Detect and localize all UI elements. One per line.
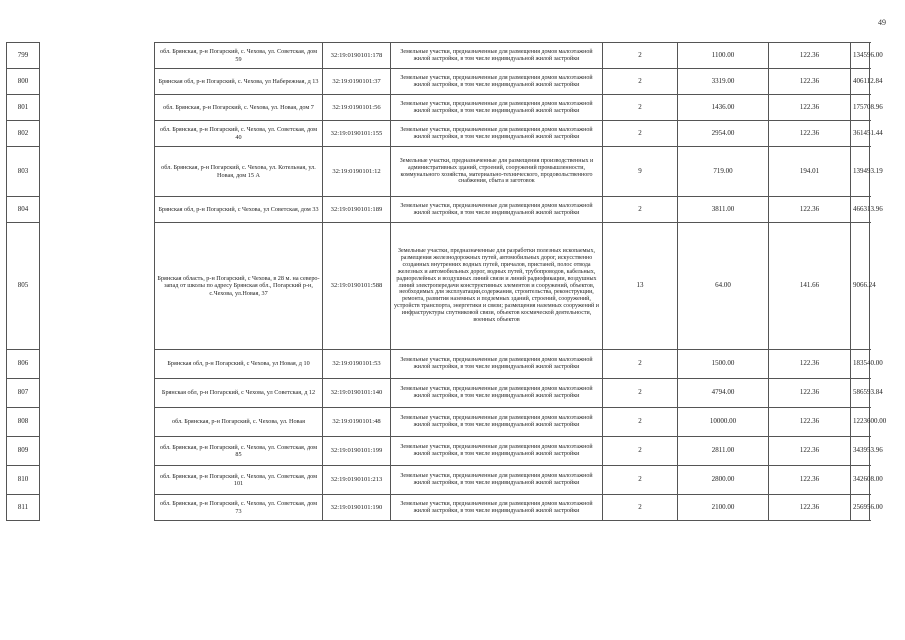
area-cell: 4794.00 [678,379,769,408]
area-cell: 2954.00 [678,121,769,147]
table-row [7,197,870,223]
cadastral-value-cell: 586593.84 [851,379,870,408]
cadastral-value-cell: 342608.00 [851,466,870,495]
row-number: 805 [7,223,40,350]
spacer-cell [40,69,155,95]
land-purpose-cell: Земельные участки, предназначенные для разработки полезных ископаемых, размещения железнодорожных путей, автомобильных дорог, искусственно созданных внутренних водных путей, причалов, пристаней, полос отвода железных и автомобильных дорог, водных путей, трубопроводов, кабельных, радиорелейных и воздушных линий связи и линий радиофикации, воздушных линий электропередачи конструктивных элементов и сооружений, объектов, необходимых для эксплуатации,содержания, строительства, реконструкции, ремонта, развития наземных и подземных зданий, строений, сооружений, устройств транспорта, энергетики и связи; размещения наземных сооружений и инфраструктуры спутниковой связи, объектов космической деятельности, военных объектов [391,223,603,350]
row-number: 811 [7,495,40,521]
spacer-cell [40,95,155,121]
cadastral-number-cell: 32:19:0190101:48 [323,408,391,437]
cadastral-number-cell: 32:19:0190101:588 [323,223,391,350]
row-number: 808 [7,408,40,437]
rate-cell: 122.36 [769,466,851,495]
address-cell: обл. Брянская, р-н Погарский, с. Чехова, ул. Советская, дом 40 [155,121,323,147]
cadastral-value-cell: 139493.19 [851,147,870,197]
rate-cell: 122.36 [769,95,851,121]
row-number: 801 [7,95,40,121]
spacer-cell [40,147,155,197]
cadastral-value-cell: 361451.44 [851,121,870,147]
group-cell: 9 [603,147,678,197]
area-cell: 1436.00 [678,95,769,121]
cadastral-number-cell: 32:19:0190101:178 [323,43,391,69]
cadastral-value-cell: 9066.24 [851,223,870,350]
rate-cell: 122.36 [769,408,851,437]
rate-cell: 122.36 [769,43,851,69]
table-row [7,121,870,147]
page-number: 49 [878,18,886,27]
cadastral-value-cell: 406112.84 [851,69,870,95]
group-cell: 2 [603,197,678,223]
row-number: 804 [7,197,40,223]
land-registry-table [6,42,887,521]
group-cell: 2 [603,69,678,95]
spacer-cell [40,43,155,69]
cadastral-value-cell: 343953.96 [851,437,870,466]
row-number: 807 [7,379,40,408]
area-cell: 1100.00 [678,43,769,69]
group-cell: 2 [603,121,678,147]
table-row [7,350,870,379]
row-number: 810 [7,466,40,495]
spacer-cell [40,350,155,379]
group-cell: 13 [603,223,678,350]
rate-cell: 122.36 [769,495,851,521]
area-cell: 719.00 [678,147,769,197]
table-row [7,69,870,95]
table-row [7,466,870,495]
rate-cell: 122.36 [769,69,851,95]
cadastral-value-cell: 1223600.00 [851,408,870,437]
cadastral-number-cell: 32:19:0190101:37 [323,69,391,95]
area-cell: 1500.00 [678,350,769,379]
land-purpose-cell: Земельные участки, предназначенные для размещения домов малоэтажной жилой застройки, в том числе индивидуальной жилой застройки [391,437,603,466]
land-purpose-cell: Земельные участки, предназначенные для размещения производственных и административных зданий, строений, сооружений промышленности, коммунального хозяйства, материально-технического, продовольственного снабжения, сбыта и заготовок [391,147,603,197]
row-number: 802 [7,121,40,147]
group-cell: 2 [603,350,678,379]
group-cell: 2 [603,495,678,521]
rate-cell: 122.36 [769,379,851,408]
spacer-cell [40,466,155,495]
row-number: 806 [7,350,40,379]
rate-cell: 122.36 [769,197,851,223]
group-cell: 2 [603,379,678,408]
area-cell: 3319.00 [678,69,769,95]
row-number: 799 [7,43,40,69]
land-purpose-cell: Земельные участки, предназначенные для размещения домов малоэтажной жилой застройки, в том числе индивидуальной жилой застройки [391,495,603,521]
address-cell: обл. Брянская, р-н Погарский, с. Чехова, ул. Котельная, ул. Новая, дом 15 А [155,147,323,197]
table-row [7,379,870,408]
rate-cell: 122.36 [769,437,851,466]
row-number: 809 [7,437,40,466]
cadastral-number-cell: 32:19:0190101:12 [323,147,391,197]
table-row [7,95,870,121]
address-cell: Брянская область, р-н Погарский, с Чехова, в 28 м. на северо-запад от школы по адресу Брянская обл., Погарский р-н, с.Чехова, ул.Новая, 37 [155,223,323,350]
cadastral-number-cell: 32:19:0190101:56 [323,95,391,121]
spacer-cell [40,437,155,466]
cadastral-number-cell: 32:19:0190101:199 [323,437,391,466]
land-purpose-cell: Земельные участки, предназначенные для размещения домов малоэтажной жилой застройки, в том числе индивидуальной жилой застройки [391,379,603,408]
spacer-cell [40,197,155,223]
land-purpose-cell: Земельные участки, предназначенные для размещения домов малоэтажной жилой застройки, в том числе индивидуальной жилой застройки [391,43,603,69]
table-row [7,437,870,466]
rate-cell: 194.01 [769,147,851,197]
spacer-cell [40,121,155,147]
spacer-cell [40,223,155,350]
address-cell: Брянская обл, р-н Погарский, с Чехова, ул Советская, дом 33 [155,197,323,223]
group-cell: 2 [603,437,678,466]
area-cell: 2100.00 [678,495,769,521]
cadastral-number-cell: 32:19:0190101:213 [323,466,391,495]
rate-cell: 122.36 [769,350,851,379]
cadastral-number-cell: 32:19:0190101:53 [323,350,391,379]
address-cell: Брянская обл, р-н Погарский, с. Чехова, ул Набережная, д 13 [155,69,323,95]
group-cell: 2 [603,43,678,69]
land-purpose-cell: Земельные участки, предназначенные для размещения домов малоэтажной жилой застройки, в том числе индивидуальной жилой застройки [391,95,603,121]
group-cell: 2 [603,408,678,437]
row-number: 803 [7,147,40,197]
address-cell: обл. Брянская, р-н Погарский, с. Чехова, ул. Советская, дом 73 [155,495,323,521]
land-purpose-cell: Земельные участки, предназначенные для размещения домов малоэтажной жилой застройки, в том числе индивидуальной жилой застройки [391,466,603,495]
rate-cell: 122.36 [769,121,851,147]
table-row [7,495,870,521]
cadastral-value-cell: 466313.96 [851,197,870,223]
table-row [7,223,870,350]
land-purpose-cell: Земельные участки, предназначенные для размещения домов малоэтажной жилой застройки, в том числе индивидуальной жилой застройки [391,69,603,95]
address-cell: обл. Брянская, р-н Погарский, с. Чехова, ул. Советская, дом 85 [155,437,323,466]
land-purpose-cell: Земельные участки, предназначенные для размещения домов малоэтажной жилой застройки, в том числе индивидуальной жилой застройки [391,350,603,379]
spacer-cell [40,379,155,408]
group-cell: 2 [603,95,678,121]
address-cell: обл. Брянская, р-н Погарский, с. Чехова, ул. Советская, дом 59 [155,43,323,69]
area-cell: 2811.00 [678,437,769,466]
address-cell: обл. Брянская, р-н Погарский, с. Чехова, ул. Новая [155,408,323,437]
land-purpose-cell: Земельные участки, предназначенные для размещения домов малоэтажной жилой застройки, в том числе индивидуальной жилой застройки [391,408,603,437]
area-cell: 10000.00 [678,408,769,437]
address-cell: обл. Брянская, р-н Погарский, с. Чехова, ул. Советская, дом 101 [155,466,323,495]
cadastral-number-cell: 32:19:0190101:155 [323,121,391,147]
cadastral-value-cell: 183540.00 [851,350,870,379]
cadastral-value-cell: 134596.00 [851,43,870,69]
address-cell: Брянская обл, р-н Погарский, с Чехова, ул Советская, д 12 [155,379,323,408]
area-cell: 64.00 [678,223,769,350]
rate-cell: 141.66 [769,223,851,350]
table-row [7,408,870,437]
cadastral-number-cell: 32:19:0190101:140 [323,379,391,408]
table-row [7,43,870,69]
spacer-cell [40,408,155,437]
address-cell: обл. Брянская, р-н Погарский, с. Чехова, ул. Новая, дом 7 [155,95,323,121]
cadastral-value-cell: 256956.00 [851,495,870,521]
land-purpose-cell: Земельные участки, предназначенные для размещения домов малоэтажной жилой застройки, в том числе индивидуальной жилой застройки [391,121,603,147]
group-cell: 2 [603,466,678,495]
cadastral-number-cell: 32:19:0190101:189 [323,197,391,223]
cadastral-value-cell: 175708.96 [851,95,870,121]
cadastral-number-cell: 32:19:0190101:190 [323,495,391,521]
table-row [7,147,870,197]
land-purpose-cell: Земельные участки, предназначенные для размещения домов малоэтажной жилой застройки, в том числе индивидуальной жилой застройки [391,197,603,223]
area-cell: 3811.00 [678,197,769,223]
row-number: 800 [7,69,40,95]
area-cell: 2800.00 [678,466,769,495]
address-cell: Брянская обл, р-н Погарский, с Чехова, ул Новая, д 10 [155,350,323,379]
spacer-cell [40,495,155,521]
